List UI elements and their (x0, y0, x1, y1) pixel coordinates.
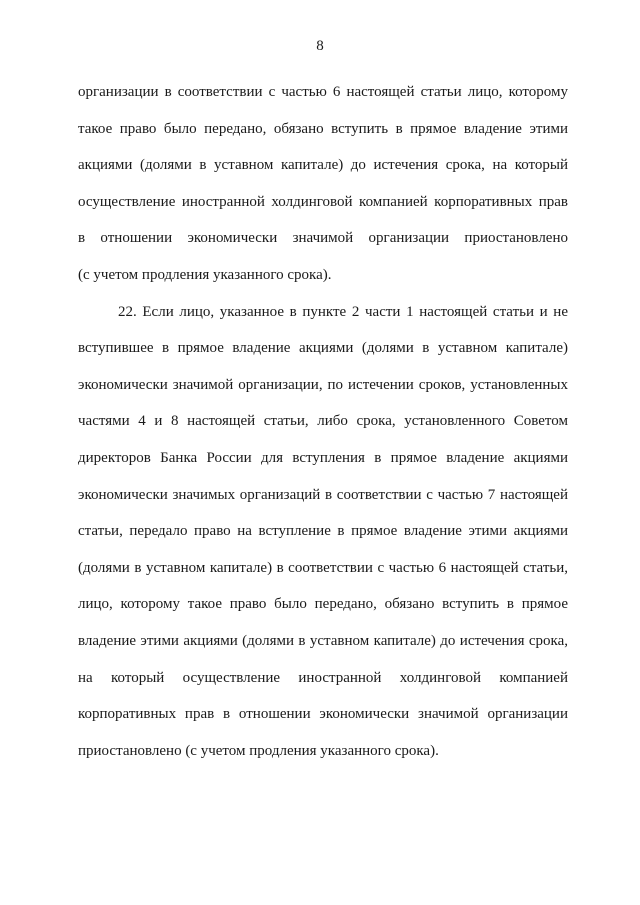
text-line: такое право было передано, обязано вступить в прямое владение этими (78, 120, 568, 137)
text-line: акциями (долями в уставном капитале) до истечения срока, на который (78, 157, 568, 174)
text-line: (долями в уставном капитале) в соответствии с частью 6 настоящей статьи, (78, 559, 568, 576)
text-line: осуществление иностранной холдинговой компанией корпоративных прав (78, 193, 568, 210)
text-line: (с учетом продления указанного срока). (78, 266, 332, 283)
text-line: статьи, передало право на вступление в прямое владение этими акциями (78, 523, 568, 540)
text-line: 22. Если лицо, указанное в пункте 2 части 1 настоящей статьи и не (118, 303, 568, 320)
text-line: директоров Банка России для вступления в прямое владение акциями (78, 449, 568, 466)
text-line: владение этими акциями (долями в уставном капитале) до истечения срока, (78, 632, 568, 649)
document-body (78, 74, 568, 769)
text-line: в отношении экономически значимой организации приостановлено (78, 230, 568, 247)
paragraph-22 (78, 294, 568, 770)
text-line: приостановлено (с учетом продления указанного срока). (78, 742, 439, 759)
text-line: корпоративных прав в отношении экономически значимой организации (78, 706, 568, 723)
text-line: лицо, которому такое право было передано, обязано вступить в прямое (78, 596, 568, 613)
text-line: частями 4 и 8 настоящей статьи, либо срока, установленного Советом (78, 413, 568, 430)
paragraph-continuation (78, 74, 568, 294)
page-number: 8 (316, 38, 324, 54)
text-line: экономически значимых организаций в соответствии с частью 7 настоящей (78, 486, 568, 503)
text-line: вступившее в прямое владение акциями (долями в уставном капитале) (78, 340, 568, 357)
text-line: экономически значимой организации, по истечении сроков, установленных (78, 376, 568, 393)
text-line: организации в соответствии с частью 6 настоящей статьи лицо, которому (78, 84, 568, 100)
text-line: на который осуществление иностранной холдинговой компанией (78, 669, 568, 686)
